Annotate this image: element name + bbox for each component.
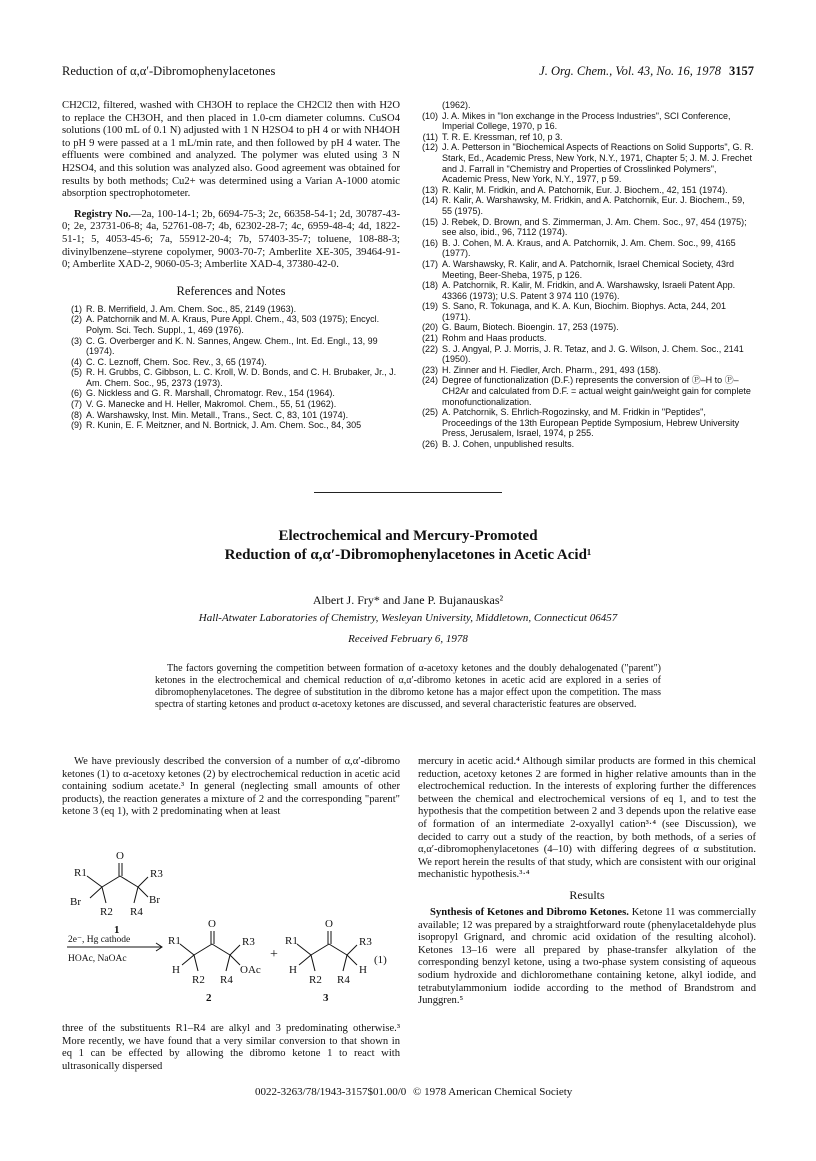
reference-number: (6) [71,388,82,399]
reference-item [418,111,756,132]
reaction-scheme [62,843,400,1023]
reference-text: H. Zinner and H. Fiedler, Arch. Pharm., 291, 493 (158). [442,364,661,375]
journal-citation [539,64,754,79]
reference-text: G. Baum, Biotech. Bioengin. 17, 253 (1975). [442,322,619,333]
reference-text: J. Rebek, D. Brown, and S. Zimmerman, J. Am. Chem. Soc., 97, 454 (1975); see also, ibid., 96, 7112 (1974). [442,216,747,238]
reference-item [62,410,400,421]
reference-number [418,100,442,111]
reference-text: V. G. Manecke and H. Heller, Makromol. Chem., 55, 51 (1962). [86,399,337,410]
article-code: 0022-3263/78/1943-3157$01.00/0 [255,1086,407,1098]
body-right-column [418,756,756,1008]
reference-number: (26) [421,439,438,449]
reference-number: (25) [421,407,438,418]
reference-text: A. Warshawsky, R. Kalir, and A. Patchornik, Israel Chemical Society, 43rd Meeting, Beer-Sheba, 1975, p 126. [442,258,734,280]
reference-number: (5) [71,367,82,378]
prev-article-right-column [418,100,756,450]
reference-item [418,375,756,407]
reference-number: (24) [421,375,438,386]
reference-text: G. Nickless and G. R. Marshall, Chromatogr. Rev., 154 (1964). [86,388,335,399]
reference-text: J. A. Mikes in "Ion exchange in the Process Industries", SCI Conference, Imperial College, 1970, p 16. [442,110,731,132]
reference-item [62,367,400,388]
results-lead: Synthesis of Ketones and Dibromo Ketones. [430,906,629,918]
reference-text: R. Kalir, A. Warshawsky, M. Fridkin, and A. Patchornik, Eur. J. Biochem., 59, 55 (1975). [442,195,745,216]
reference-text: S. J. Angyal, P. J. Morris, J. R. Tetaz, and J. G. Wilson, J. Chem. Soc., 2141 (1950). [442,343,744,365]
reference-item [62,357,400,368]
reference-item [418,333,756,344]
reference-item [418,280,756,301]
reference-number: (2) [71,314,82,325]
intro-paragraph-1-continued: three of the substituents R1–R4 are alkyl and 3 predominating otherwise.³ More recently, we have found that a very similar conversion to that shown in eq 1 can be effected by allowing the dibromo ketone 1 to react with ultrasonically dispersed [62,1023,400,1072]
r2-label-2: R2 [192,974,205,986]
reference-number: (16) [421,237,438,248]
reference-item [418,132,756,143]
r3-label-2: R3 [242,936,255,948]
r1-label-2: R1 [168,935,181,947]
reference-text: R. Kalir, M. Fridkin, and A. Patchornik, Eur. J. Biochem., 42, 151 (1974). [442,184,728,195]
reference-text: R. H. Grubbs, C. Gibbson, L. C. Kroll, W. D. Bonds, and C. H. Brubaker, Jr., J. Am. Chem. Soc., 95, 2373 (1973). [86,367,397,388]
running-title: Reduction of α,α′-Dibromophenylacetones [62,64,276,78]
reference-item [62,388,400,399]
r1-label-1: R1 [74,867,87,879]
page-number: 3157 [729,64,754,78]
reference-item [62,399,400,410]
registry-text: —2a, 100-14-1; 2b, 6694-75-3; 2c, 66358-54-1; 2d, 30787-43-0; 2e, 23731-06-8; 4a, 52761-08-7; 4b, 62302-28-7; 4c, 6959-48-4; 4d, 1822-51-1; 5, 4053-45-6; 7a, 55912-20-4; 7b, 57403-35-7; toluene, 108-88-3; divinylbenzene–styrene copolymer, 9003-70-7; Amberlite XE-305, 39464-91-0; Amberlite XAD-2, 9060-05-3; Amberlite XAD-4, 37380-42-0. [62,208,400,271]
reference-item [418,301,756,322]
reference-item [62,304,400,315]
compound-label-2: 2 [206,992,212,1004]
r4-label-3: R4 [337,974,350,986]
references-list-left [62,304,400,431]
copyright: © 1978 American Chemical Society [413,1086,573,1098]
body-left-continued [62,1023,400,1073]
carbonyl-o-1: O [116,850,124,862]
references-heading: References and Notes [176,283,286,298]
reference-text: (1962). [442,100,471,110]
reference-text: A. Patchornik and M. A. Kraus, Pure Appl. Chem., 43, 503 (1975); Encycl. Polym. Sci. Tech. Suppl., 1, 469 (1976). [86,314,380,335]
reference-text: C. G. Overberger and K. N. Sannes, Angew. Chem., Int. Ed. Engl., 13, 99 (1974). [86,335,378,357]
h-label-3-right: H [359,964,367,976]
reference-number: (8) [71,409,82,420]
reference-item [418,195,756,216]
article-title [62,527,754,565]
reference-item [418,238,756,259]
reference-item [62,336,400,357]
article-separator [314,492,502,493]
reference-number: (3) [71,335,82,346]
r3-label-1: R3 [150,868,163,880]
reference-text: S. Sano, R. Tokunaga, and K. A. Kun, Biochim. Biophys. Acta, 244, 201 (1971). [442,301,727,322]
compound-label-1: 1 [114,924,120,936]
registry-numbers [62,209,400,272]
reference-item [418,407,756,439]
reference-item [62,420,400,431]
reference-text: A. Patchornik, R. Kalir, M. Fridkin, and A. Warshawsky, Israeli Patent App. 43366 (1973); U.S. Patent 3 974 110 (1976). [442,280,736,301]
reference-text: B. J. Cohen, unpublished results. [442,439,575,449]
h-label-2: H [172,964,180,976]
prev-article-left-column [62,100,400,431]
reference-text: A. Patchornik, S. Ehrlich-Rogozinsky, and M. Fridkin in "Peptides", Proceedings of the 13th European Peptide Symposium, Hebrew University Press, Jerusalem, Israel, 1974, p 255. [442,407,740,439]
reagent-bottom: HOAc, NaOAc [68,954,127,964]
reference-number: (20) [421,322,438,333]
r4-label-2: R4 [220,974,233,986]
affiliation: Hall-Atwater Laboratories of Chemistry, Wesleyan University, Middletown, Connecticut 06457 [198,612,618,624]
reference-item [418,344,756,365]
reference-item [418,185,756,196]
journal-name: J. Org. Chem., Vol. 43, No. 16, 1978 [539,64,721,78]
body-left-column [62,756,400,819]
reagent-top: 2e⁻, Hg cathode [68,935,131,945]
reference-text: J. A. Petterson in "Biochemical Aspects of Reactions on Solid Supports", G. R. Stark, Ed., Academic Press, New York, N.Y., 1971, Chapter 5; J. M. J. Frechet and J. Farrall in "Chemistry and Properties of Crosslinked Polymers", Academic Press, New York, N.Y., 1977, p 59. [442,142,754,185]
compound-label-3: 3 [323,992,329,1004]
authors: Albert J. Fry* and Jane P. Bujanauskas² [312,593,504,607]
reference-number: (1) [71,303,82,314]
reference-number: (7) [71,399,82,410]
reference-number: (15) [421,216,438,227]
r3-label-3: R3 [359,936,372,948]
reference-number: (14) [421,195,438,206]
reference-number: (22) [421,343,438,354]
reference-text: Rohm and Haas products. [442,333,547,344]
reference-number: (9) [71,420,82,431]
reference-item [418,217,756,238]
r2-label-3: R2 [309,974,322,986]
equation-number: (1) [374,954,387,966]
reference-number: (19) [421,301,438,312]
reference-text: R. B. Merrifield, J. Am. Chem. Soc., 85, 2149 (1963). [86,303,297,314]
reference-text: R. Kunin, E. F. Meitzner, and N. Bortnick, J. Am. Chem. Soc., 84, 305 [86,420,362,431]
r4-label-1: R4 [130,906,143,918]
reference-text: B. J. Cohen, M. A. Kraus, and A. Patchornik, J. Am. Chem. Soc., 99, 4165 (1977). [442,237,736,259]
title-line-2: Reduction of α,α′-Dibromophenylacetones in Acetic Acid¹ [224,547,592,563]
reference-number: (4) [71,356,82,367]
plus-sign: + [270,947,278,962]
reference-item [418,100,756,111]
intro-paragraph-2: mercury in acetic acid.⁴ Although similar products are formed in this chemical reduction, acetoxy ketones 2 are formed in higher relative amounts than in the electrochemical reduction. In the interests of exploring further the differences between the chemical and electrochemical versions of eq 1, and to test the hypothesis that the competition between 2 and 3 depends upon the relative ease of formation of an intermediate 2-oxyallyl cation³·⁴ (see Discussion), we decided to carry out a study of the reaction, by both methods, of a series of α,α′-dibromophenylacetones (4–10) with differing degrees of α substitution. We report herein the results of that study, which are consistent with our original mechanistic hypothesis.³·⁴ [418,756,756,881]
results-text: Ketone 11 was commercially available; 12 was prepared by a straightforward route (phenylacetaldehyde plus isopropyl Grignard, and chromic acid oxidation of the resulting alcohol). Ketones 13–16 were all prepared by phase-transfer alkylation of the corresponding benzyl ketone, using a two-phase system consisting of aqueous sodium hydroxide and dichloromethane containing ketone, alkyl iodide, and tetrabutylammonium iodide according to the method of Brandstrom and Junggren.⁵ [418,906,756,1007]
reference-text: Degree of functionalization (D.F.) represents the conversion of Ⓟ–H to Ⓟ–CH2Ar and calculated from D.F. = actual weight gain/weight gain for complete monofunctionalization. [442,375,751,407]
reference-number: (13) [421,184,438,195]
reference-item [418,259,756,280]
registry-label: Registry No. [74,208,131,220]
results-heading: Results [569,887,605,902]
reference-number: (10) [421,110,438,121]
reference-number: (21) [421,333,438,344]
intro-paragraph-1: We have previously described the conversion of a number of α,α′-dibromo ketones (1) to α-acetoxy ketones (2) by electrochemical reduction in acetic acid containing sodium acetate.³ In general (neglecting small amounts of other products), the reaction generates a mixture of 2 and the corresponding "parent" ketone 3 (eq 1), with 2 predominating when at least [62,756,400,818]
oac-label: OAc [240,964,261,976]
reference-number: (12) [421,142,438,153]
received-date: Received February 6, 1978 [348,633,468,645]
reference-text: A. Warshawsky, Inst. Min. Metall., Trans., Sect. C, 83, 101 (1974). [86,409,349,420]
reference-item [418,365,756,376]
reference-item [418,142,756,184]
abstract: The factors governing the competition between formation of α-acetoxy ketones and the doubly dehalogenated ("parent") ketones in the electrochemical and chemical reduction of α,α′-dibromo ketones in acetic acid are explored in a series of dibromophenylacetones. The degree of substitution in the dibromo ketone has a major effect upon the competition. The mass spectra of starting ketones and product α-acetoxy ketones are discussed, and several characteristic features are observed. [155,663,661,710]
br-label-right: Br [149,894,160,906]
reference-number: (11) [422,131,438,142]
prev-article-paragraph: CH2Cl2, filtered, washed with CH3OH to replace the CH2Cl2 then with H2O to replace the CH3OH, and then placed in 1.0-cm diameter columns. CuSO4 solutions (100 mL of 0.1 N) adjusted with 1 N H2SO4 to pH 4 or with NH4OH to pH 9 were passed at a 1 mL/min rate, and then followed by pH 4 water. The effluents were combined and analyzed. The polymer was eluted using 3 N H2SO4, and this solution was analyzed also. Good agreement was obtained for results by both methods; Cu2+ was determined using a Varian A-1000 atomic absorption spectrophotometer. [62,100,400,200]
r2-label-1: R2 [100,906,113,918]
reference-number: (23) [421,364,438,375]
results-paragraph [418,907,756,1008]
reference-text: C. C. Leznoff, Chem. Soc. Rev., 3, 65 (1974). [86,356,267,367]
carbonyl-o-2: O [208,918,216,930]
reference-item [418,439,756,450]
r1-label-3: R1 [285,935,298,947]
references-list-right [418,100,756,450]
reference-item [418,322,756,333]
carbonyl-o-3: O [325,918,333,930]
title-line-1: Electrochemical and Mercury-Promoted [278,528,538,544]
br-label-left: Br [70,896,81,908]
reference-number: (17) [421,258,438,269]
h-label-3-left: H [289,964,297,976]
reference-text: T. R. E. Kressman, ref 10, p 3. [442,131,563,142]
reference-number: (18) [421,280,438,291]
reference-item [62,314,400,335]
